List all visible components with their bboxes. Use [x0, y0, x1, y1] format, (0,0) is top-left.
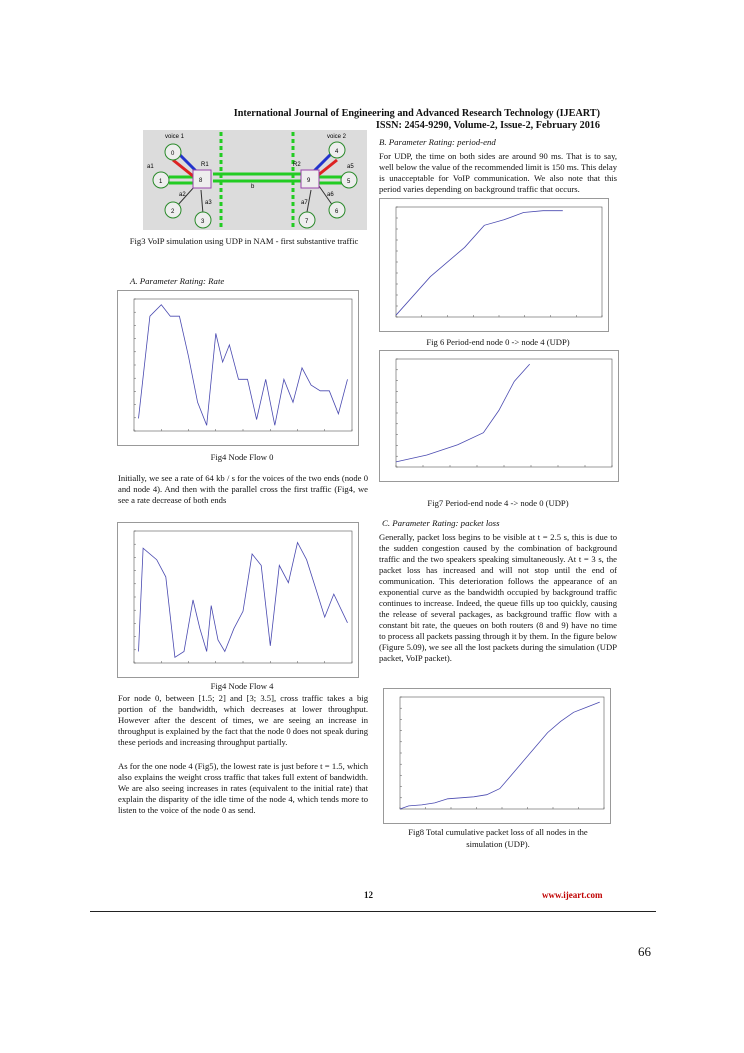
fig6-plot-frame [396, 207, 602, 317]
fig3-nam-diagram [143, 130, 367, 230]
fig4b-svg [118, 523, 358, 677]
fig3-voice1-label: voice 1 [165, 134, 185, 140]
fig3-node-4-label: 4 [335, 149, 339, 155]
journal-page-number: 12 [364, 890, 373, 900]
fig3-b-label: b [251, 184, 255, 190]
fig3-a6-label: a6 [327, 192, 334, 198]
fig7-plot-frame [396, 359, 612, 467]
fig3-node-7-label: 7 [305, 219, 309, 225]
fig8-plot-frame [400, 697, 604, 809]
fig4b-chart [117, 522, 359, 678]
fig3-a3-label: a3 [205, 200, 212, 206]
outer-page-number: 66 [638, 944, 651, 959]
fig3-a5-label: a5 [347, 164, 354, 170]
fig3-node-6-label: 6 [335, 209, 339, 215]
fig3-link-a3 [201, 190, 203, 214]
fig3-router-8-label: 8 [199, 178, 203, 184]
journal-title: International Journal of Engineering and Advanced Research Technology (IJEART) [233, 108, 600, 119]
fig7-caption: Fig7 Period-end node 4 -> node 0 (UDP) [427, 498, 569, 508]
para-node4: As for the one node 4 (Fig5), the lowest rate is just before t = 1.5, which also explains the weight cross traffic that takes full extent of bandwidth. We are also seeing increases in rates (equivalent to the initial rate) that explain the disparity of the idle time of the node 4, which tends more to listen to the voice of the node 0 as send. [118, 761, 368, 815]
fig4a-series-line [139, 305, 348, 426]
fig3-a2-label: a2 [179, 192, 186, 198]
para-udp: For UDP, the time on both sides are around 90 ms. That is to say, well below the value of the recommended limit is 150 ms. This delay is unacceptable for VoIP communication. We also note that this period varies depending on background traffic that occurs. [379, 151, 617, 194]
fig8-svg [384, 689, 610, 823]
fig7-series-line [396, 364, 530, 462]
fig3-link-voice2-red [317, 160, 337, 176]
fig3-a1-label: a1 [147, 164, 154, 170]
fig3-R2-label: R2 [293, 162, 301, 168]
fig3-node-2-label: 2 [171, 209, 175, 215]
fig3-node-5-label: 5 [347, 179, 351, 185]
journal-issn: ISSN: 2454-9290, Volume-2, Issue-2, February 2016 [375, 120, 600, 131]
fig4b-plot-frame [134, 531, 352, 663]
section-a-heading: A. Parameter Rating: Rate [130, 276, 225, 286]
fig3-link-voice2-blue [313, 154, 331, 172]
fig3-link-voice1-blue [179, 154, 197, 172]
fig3-node-3-label: 3 [201, 219, 205, 225]
footer-rule [90, 911, 656, 912]
fig7-svg [380, 351, 618, 481]
fig3-router-9-label: 9 [307, 178, 311, 184]
fig4a-svg [118, 291, 358, 445]
fig3-caption: Fig3 VoIP simulation using UDP in NAM - first substantive traffic [129, 236, 359, 246]
fig3-R1-label: R1 [201, 162, 209, 168]
fig6-chart [379, 198, 609, 332]
para-initially: Initially, we see a rate of 64 kb / s for the voices of the two ends (node 0 and node 4). And then with the parallel cross the first traffic (Fig4, we see a rate decrease of both ends [118, 473, 368, 505]
fig4a-plot-frame [134, 299, 352, 431]
fig8-caption-line1: Fig8 Total cumulative packet loss of all nodes in the [408, 827, 588, 837]
section-c-heading: C. Parameter Rating: packet loss [382, 518, 500, 528]
fig8-caption-line2: simulation (UDP). [466, 839, 530, 849]
fig6-series-line [396, 211, 563, 316]
para-loss: Generally, packet loss begins to be visible at t = 2.5 s, this is due to the sudden congestion caused by the combination of background traffic and the two speakers speaking simultaneously. At t = 3 s, the packet loss has increased and will not stop until the end of communication. This deterioration follows the appearance of an exponential curve as the bandwidth occupied by background traffic continues to increase. Indeed, the queue fills up too quickly, causing the release of several packages, as background traffic flow with a constant bit rate, the queues on both routers (8 and 9) have no time to process all packets passing through it by them. In the figure below (Figure 5.09), we see all the lost packets during the simulation (UDP packet, VoIP packet). [379, 532, 617, 663]
fig4a-chart [117, 290, 359, 446]
fig4a-caption: Fig4 Node Flow 0 [210, 452, 274, 462]
fig3-a7-label: a7 [301, 200, 308, 206]
fig8-chart [383, 688, 611, 824]
fig3-voice2-label: voice 2 [327, 134, 347, 140]
fig3-svg [143, 130, 367, 230]
fig6-caption: Fig 6 Period-end node 0 -> node 4 (UDP) [426, 337, 570, 347]
fig3-node-1-label: 1 [159, 179, 163, 185]
fig7-chart [379, 350, 619, 482]
fig8-series-line [400, 702, 600, 809]
journal-url[interactable]: www.ijeart.com [542, 890, 603, 900]
para-node0: For node 0, between [1.5; 2] and [3; 3.5], cross traffic takes a big portion of the bandwidth, which decreases at lower throughput. However after the descent of times, we are seeing an increase in throughput is explained by the fact that the node 0 does not speak during these periods and increasing throughput partially. [118, 693, 368, 747]
fig4b-series-line [139, 543, 348, 658]
fig3-link-voice1-red [173, 160, 193, 176]
section-b-heading: B. Parameter Rating: period-end [379, 137, 496, 147]
fig4b-caption: Fig4 Node Flow 4 [210, 681, 274, 691]
fig3-node-0-label: 0 [171, 151, 175, 157]
fig6-svg [380, 199, 608, 331]
